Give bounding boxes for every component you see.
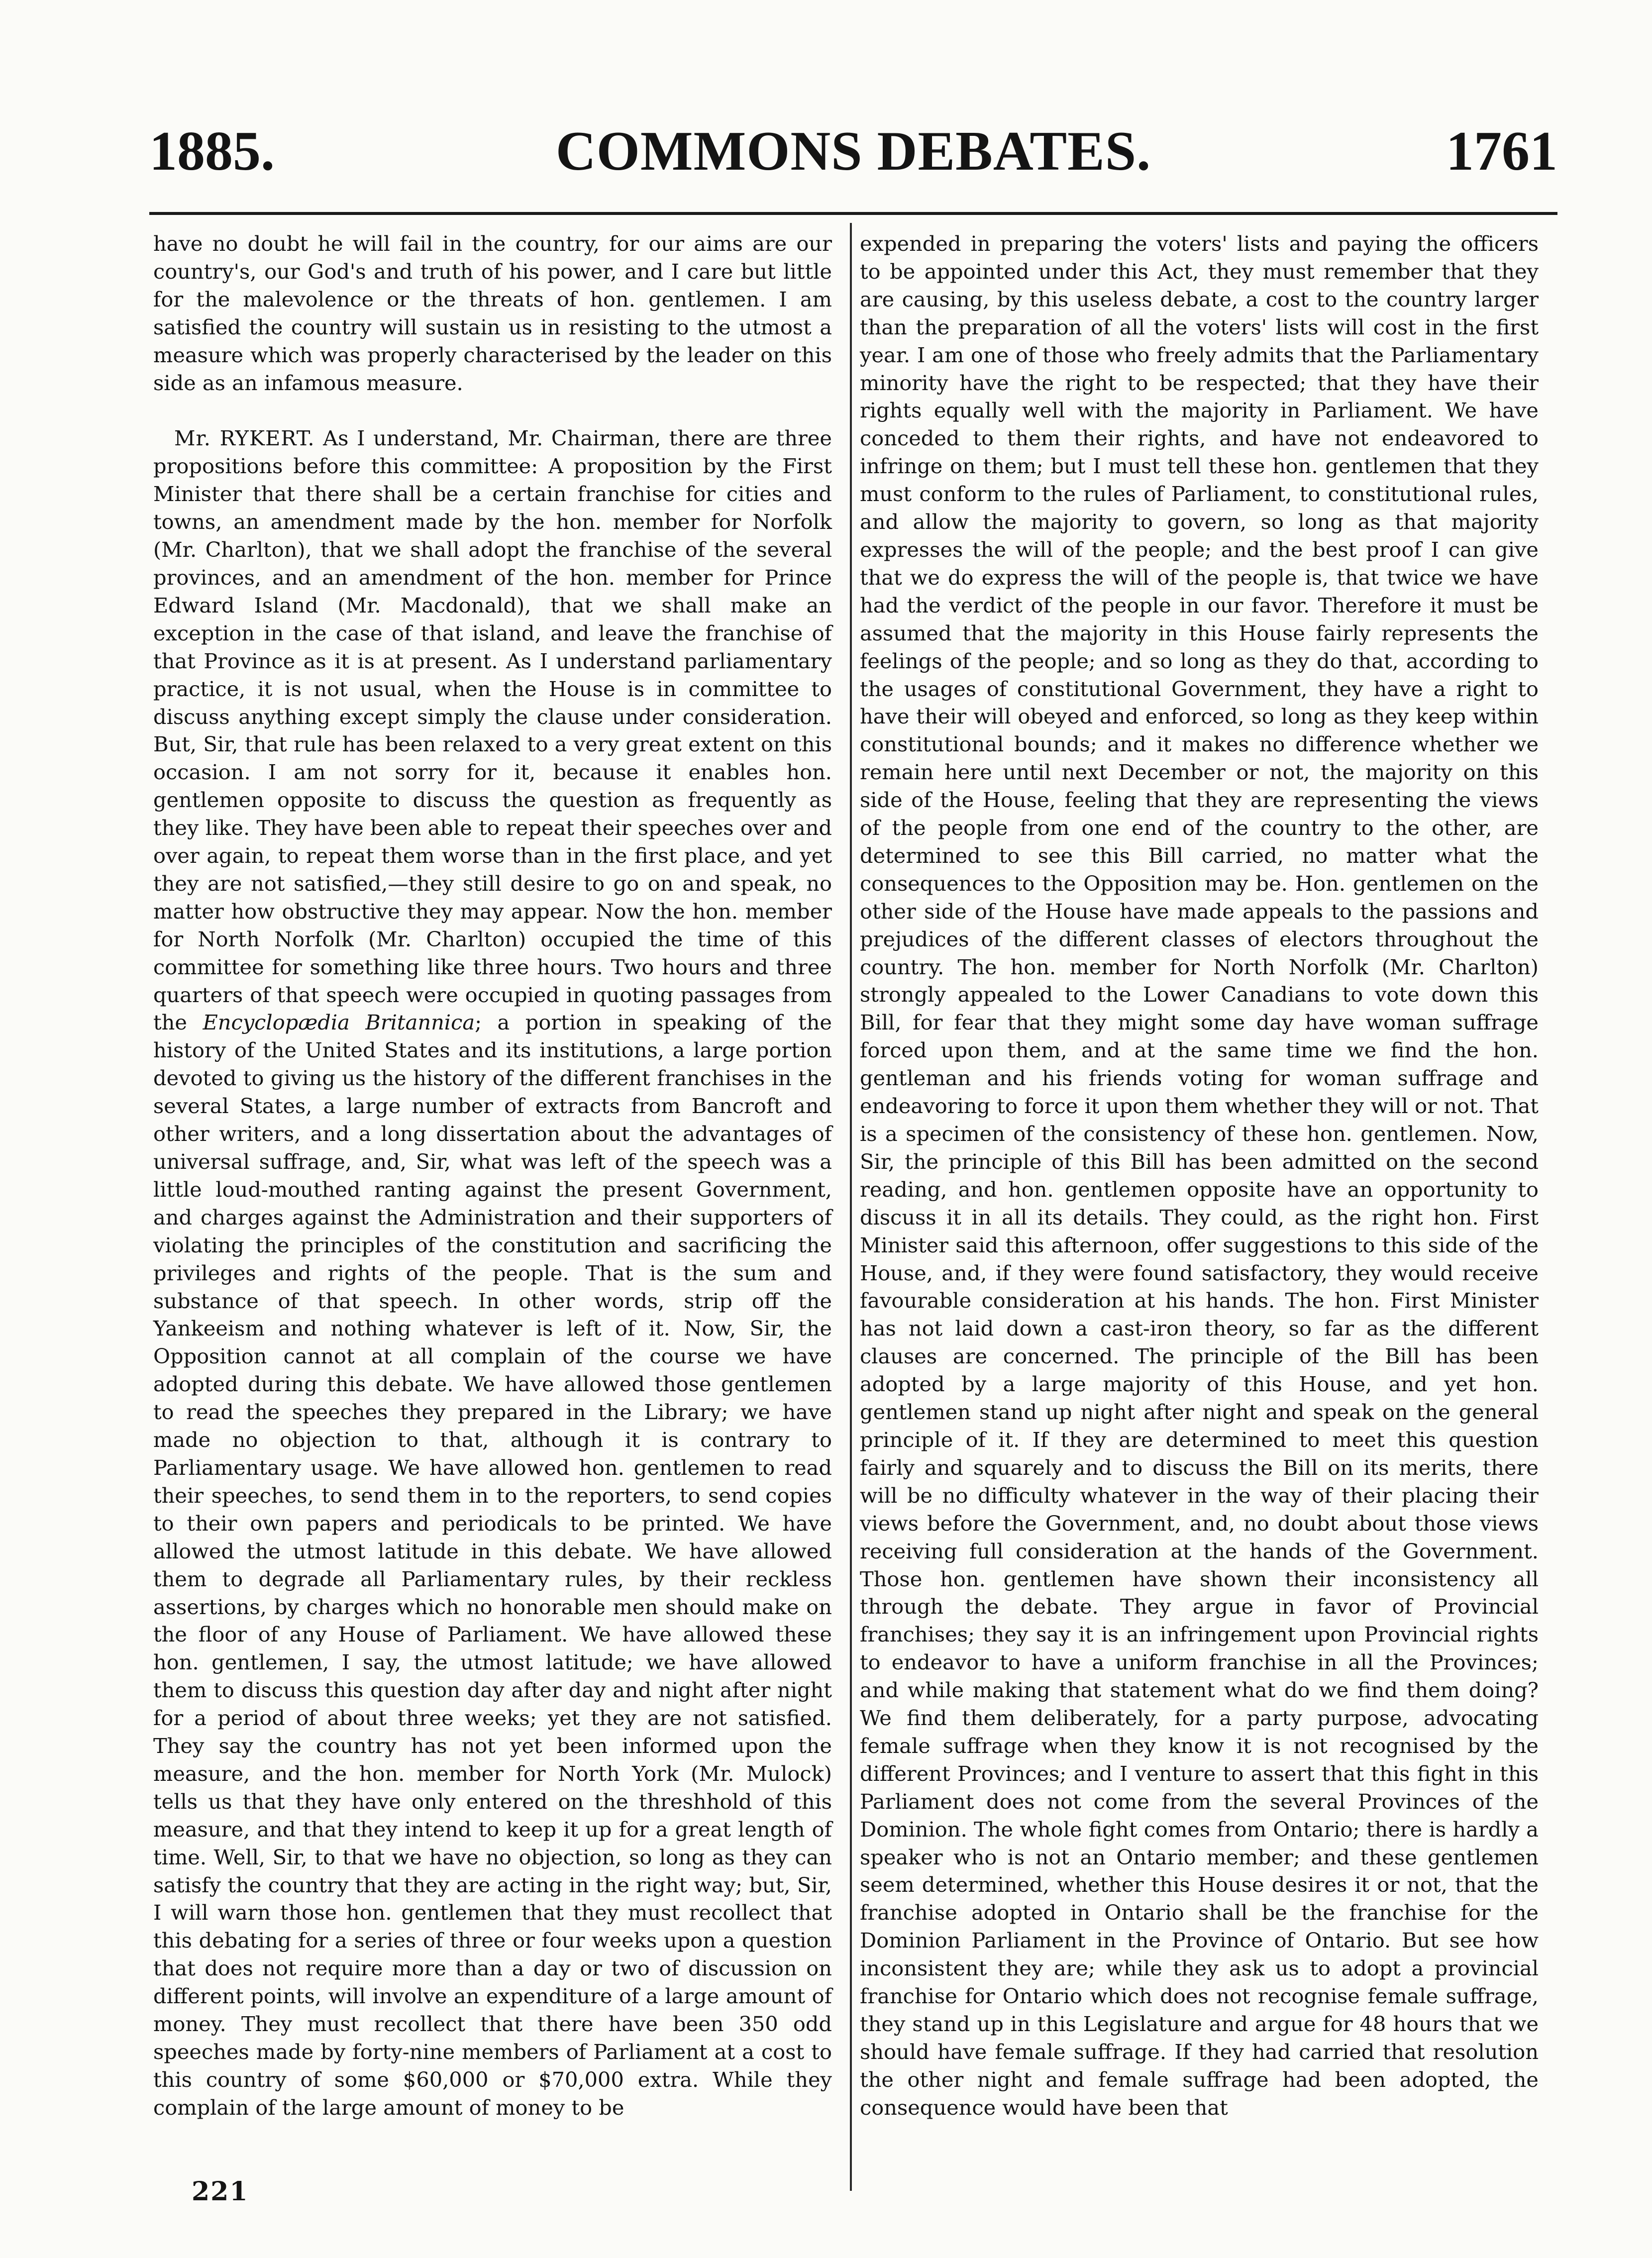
signature-mark: 221 — [192, 2176, 249, 2207]
header-title: COMMONS DEBATES. — [555, 120, 1151, 182]
column-divider — [850, 223, 852, 2191]
paragraph-continuation: have no doubt he will fail in the country, for our aims are our country's, our God's and truth of his power, and I care but little for the malevolence or the threats of hon. gentlemen. I am satisfied the country will sustain us in resisting to the utmost a measure which was properly characterised by the leader on this side as an infamous measure. — [153, 231, 832, 395]
left-column — [153, 230, 832, 2122]
speech-paragraph — [153, 424, 832, 2121]
page-number: 1761 — [1446, 120, 1557, 182]
page-header — [149, 119, 1557, 204]
speech-text: As I understand, Mr. Chairman, there are three propositions before this committee: A proposition by the First Minister that there shall be a certain franchise for cities and towns, an amendment made by the hon. member for Norfolk (Mr. Charlton), that we shall adopt the franchise of the several provinces, and an amendment of the hon. member for Prince Edward Island (Mr. Macdonald), that we shall make an exception in the case of that island, and leave the franchise of that Province as it is at present. As I understand parliamentary practice, it is not usual, when the House is in committee to discuss anything except simply the clause under consideration. But, Sir, that rule has been relaxed to a very great extent on this occasion. I am not sorry for it, because it enables hon. gentlemen opposite to discuss the question as frequently as they like. They have been able to repeat their speeches over and over again, to repeat them worse than in the first place, and yet they are not satisfied,—they still desire to go on and speak, no matter how obstructive they may appear. Now the hon. member for North Norfolk (Mr. Charlton) occupied the time of this committee for something like three hours. Two hours and three quarters of that speech were occupied in quoting passages from the — [153, 426, 832, 1035]
speech-text-cont: ; a portion in speaking of the history of the United States and its institutions, a large portion devoted to giving us the history of the different franchises in the several States, a large number of extracts from Bancroft and other writers, and a long dissertation about the advantages of universal suffrage, and, Sir, what was left of the speech was a little loud-mouthed ranting against the present Government, and charges against the Administration and their supporters of violating the principles of the constitution and sacrificing the privileges and rights of the people. That is the sum and substance of that speech. In other words, strip off the Yankeeism and nothing whatever is left of it. Now, Sir, the Opposition cannot at all complain of the course we have adopted during this debate. We have allowed those gentlemen to read the speeches they prepared in the Library; we have made no objection to that, although it is contrary to Parliamentary usage. We have allowed hon. gentlemen to read their speeches, to send them in to the reporters, to send copies to their own papers and periodicals to be printed. We have allowed the utmost latitude in this debate. We have allowed them to degrade all Parliamentary rules, by their reckless assertions, by charges which no honorable men should make on the floor of any House of Parliament. We have allowed these hon. gentlemen, I say, the utmost latitude; we have allowed them to discuss this question day after day and night after night for a period of about three weeks; yet they are not satisfied. They say the country has not yet been informed upon the measure, and the hon. member for North York (Mr. Mulock) tells us that they have only entered on the threshhold of this measure, and that they intend to keep it up for a great length of time. Well, Sir, to that we have no objection, so long as they can satisfy the country that they are acting in the right way; but, Sir, I will warn those hon. gentlemen that they must recollect that this debating for a series of three or four weeks upon a question that does not require more than a day or two of discussion on different points, will involve an expenditure of a large amount of money. They must recollect that there have been 350 odd speeches made by forty-nine members of Parliament at a cost to this country of some $60,000 or $70,000 extra. While they complain of the large amount of money to be — [153, 1010, 832, 2120]
right-column — [860, 230, 1539, 2122]
speaker-name: Mr. RYKERT. — [174, 426, 315, 451]
right-column-text: expended in preparing the voters' lists and paying the officers to be appointed under this Act, they must remember that they are causing, by this useless debate, a cost to the country larger than the preparation of all the voters' lists will cost in the first year. I am one of those who freely admits that the Parliamentary minority have the right to be respected; that they have their rights equally well with the majority in Parliament. We have conceded to them their rights, and have not endeavored to infringe on them; but I must tell these hon. gentlemen that they must conform to the rules of Parliament, to constitutional rules, and allow the majority to govern, so long as that majority expresses the will of the people; and the best proof I can give that we do express the will of the people is, that twice we have had the verdict of the people in our favor. Therefore it must be assumed that the majority in this House fairly represents the feelings of the people; and so long as they do that, according to the usages of constitutional Government, they have a right to have their will obeyed and enforced, so long as they keep within constitutional bounds; and it makes no difference whether we remain here until next December or not, the majority on this side of the House, feeling that they are representing the views of the people from one end of the country to the other, are determined to see this Bill carried, no matter what the consequences to the Opposition may be. Hon. gentlemen on the other side of the House have made appeals to the passions and prejudices of the different classes of electors throughout the country. The hon. member for North Norfolk (Mr. Charlton) strongly appealed to the Lower Canadians to vote down this Bill, for fear that they might some day have woman suffrage forced upon them, and at the same time we find the hon. gentleman and his friends voting for woman suffrage and endeavoring to force it upon them whether they will or not. That is a specimen of the consistency of these hon. gentlemen. Now, Sir, the principle of this Bill has been admitted on the second reading, and hon. gentlemen opposite have an opportunity to discuss it in all its details. They could, as the right hon. First Minister said this afternoon, offer suggestions to this side of the House, and, if they were found satisfactory, they would receive favourable consideration at his hands. The hon. First Minister has not laid down a cast-iron theory, so far as the different clauses are concerned. The principle of the Bill has been adopted by a large majority of this House, and yet hon. gentlemen stand up night after night and speak on the general principle of it. If they are determined to meet this question fairly and squarely and to discuss the Bill on its merits, there will be no difficulty whatever in the way of their placing their views before the Government, and, no doubt about those views receiving full consideration at the hands of the Government. Those hon. gentlemen have shown their inconsistency all through the debate. They argue in favor of Provincial franchises; they say it is an infringement upon Provincial rights to endeavor to have a uniform franchise in all the Provinces; and while making that statement what do we find them doing? We find them deliberately, for a party purpose, advocating female suffrage when they know it is not recognised by the different Provinces; and I venture to assert that this fight in this Parliament does not come from the several Provinces of the Dominion. The whole fight comes from Ontario; there is hardly a speaker who is not an Ontario member; and these gentlemen seem determined, whether this House desires it or not, that the franchise adopted in Ontario shall be the franchise for the Dominion Parliament in the Province of Ontario. But see how inconsistent they are; while they ask us to adopt a provincial franchise for Ontario which does not recognise female suffrage, they stand up in this Legislature and argue for 48 hours that we should have female suffrage. If they had carried that resolution the other night and female suffrage had been adopted, the consequence would have been that — [860, 231, 1539, 2120]
header-rule — [149, 212, 1557, 215]
italic-title: Encyclopædia Britannica — [203, 1010, 475, 1035]
header-year: 1885. — [149, 120, 275, 182]
